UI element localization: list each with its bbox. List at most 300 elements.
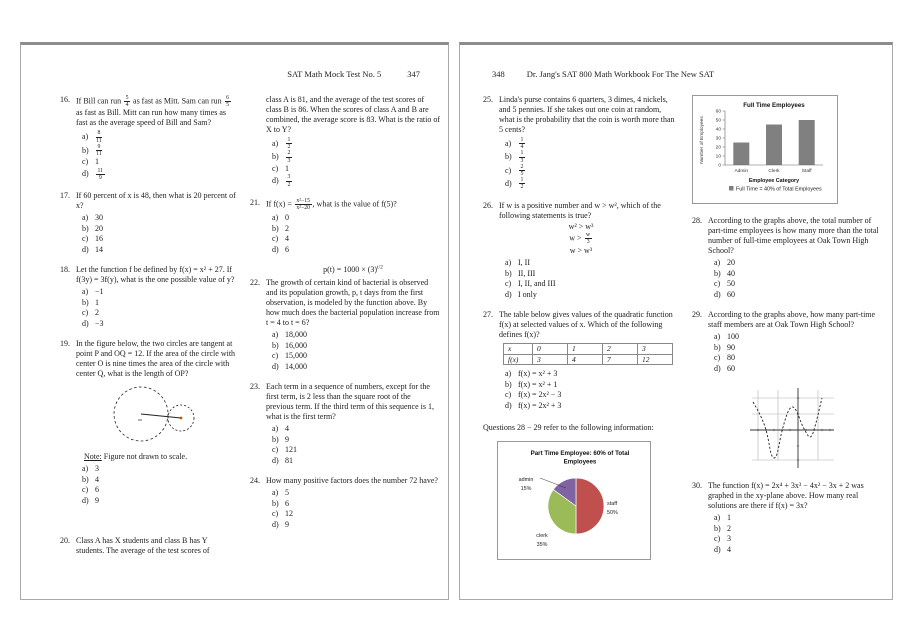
question-body [76,339,237,506]
option-label: d) [82,495,89,505]
option [714,279,884,290]
question-text: How many positive factors does the number 72 have? [266,476,438,486]
question [692,216,884,300]
option [505,177,677,190]
question-body [76,95,237,181]
question-body [708,216,884,300]
option [272,341,440,352]
svg-text:Full Time = 40% of Total Emplo: Full Time = 40% of Total Employees [736,186,822,193]
option-value: 15,000 [285,351,307,361]
svg-text:staff: staff [607,501,618,508]
option-label: c) [505,165,512,175]
question-text: If w is a positive number and w > w², which of the following statements is true? [499,200,661,220]
question-number: 20. [60,536,70,546]
option-label: b) [272,340,279,350]
svg-text:10: 10 [715,154,721,160]
question-body [266,278,440,372]
svg-text:Full Time Employees: Full Time Employees [743,102,805,109]
option [505,290,677,301]
option-label: d) [714,363,721,373]
option-label: c) [82,308,89,318]
question-text: According to the graphs above, the total number of part-time employees is how many more than the total number of full-time employees at Oak Town High School? [708,216,879,255]
option-value: 0 [285,213,289,223]
question [250,198,440,255]
options [82,287,237,329]
option-value: 2 [95,308,99,318]
option [505,258,677,269]
options [82,213,237,255]
question [250,476,440,530]
option-label: c) [505,279,512,289]
option [82,168,237,181]
statements [499,222,663,256]
option-value: −3 [95,318,104,328]
option [272,245,440,256]
option [82,287,237,298]
option [272,456,440,467]
option [714,353,884,364]
option-value: 6 [95,485,99,495]
question [692,481,884,555]
option-value: 80 [727,353,735,363]
svg-text:Employees: Employees [563,458,597,466]
option-value: 40 [727,268,735,278]
question-body [266,95,440,188]
svg-text:admin: admin [518,477,534,484]
question-body [76,191,237,255]
question-body [499,201,677,300]
option [272,234,440,245]
question [483,310,677,411]
table-cell: 2 [603,344,638,355]
option-value: 3 [727,534,731,544]
option-value: 6 [285,498,289,508]
option-label: d) [505,178,512,188]
option [505,137,677,150]
question [483,95,677,191]
question-text: If Bill can run $\frac{5}{4}$ as fast as Mitt. Sam can run $\frac{6}{5}$ as fast as Bill. Mitt can run how many times as fast as the average speed of Bill and Sam? [76,95,230,128]
right-column-1 [483,95,677,565]
question-number: 16. [60,95,70,104]
option [272,330,440,341]
option [272,509,440,520]
question-text: Let the function f be defined by f(x) = x² + 27. If f(3y) = 3f(y), what is the one possible value of y? [76,265,235,285]
svg-text:50: 50 [715,118,721,124]
question-number: 27. [483,310,493,320]
option-value: 14 [95,244,103,254]
option-value: f(x) = x² + 3 [518,369,558,379]
option-label: a) [714,513,721,523]
question-text: The function f(x) = 2x⁴ + 3x³ − 4x² − 3x + 2 was graphed in the xy-plane above. How many real solutions are there if f(x) = 3x? [708,481,864,510]
option [82,298,237,309]
question-number: 22. [250,278,260,288]
option-value: 4 [727,544,731,554]
question-number: 28. [692,216,702,225]
option-label: b) [272,434,279,444]
option-value: 90 [727,342,735,352]
option-label: b) [82,223,89,233]
option [272,520,440,531]
option-label: d) [82,244,89,254]
option [714,545,884,556]
option [82,475,237,486]
option-label: b) [714,268,721,278]
option-value: 2 [727,523,731,533]
option-value: II, III [518,268,536,278]
option [505,380,677,391]
fraction: $\frac{3}{2}$ [287,174,291,188]
svg-text:Admin: Admin [734,169,749,174]
question-text: In the figure below, the two circles are tangent at point P and OQ = 12. If the area of the circle with center O is nine times the area of the circle with center Q, what is the length of OP? [76,339,236,379]
right-header-title: Dr. Jang's SAT 800 Math Workbook For The New SAT [526,69,715,79]
option-label: d) [82,318,89,328]
right-page-header [460,69,892,79]
question [250,278,440,372]
table-cell: f(x) [504,354,533,365]
option-label: a) [272,138,279,148]
option-value: 1 [727,513,731,523]
option-value [518,150,526,163]
option-value: 16 [95,234,103,244]
option [272,213,440,224]
option-label: c) [714,353,721,363]
svg-text:Part Time Employee: 60% of Tot: Part Time Employee: 60% of Total [530,450,630,458]
option-label: a) [82,464,89,474]
statement-line: w² > w³ [568,221,594,231]
spacer [60,516,237,536]
svg-text:Employee Category: Employee Category [748,178,800,184]
question-number [250,95,266,188]
question-number: 30. [692,481,702,490]
table-cell: 0 [533,344,568,355]
question-text: Each term in a sequence of numbers, except for the first term, is 2 less than the square root of the previous term. If the third term of this sequence is 1, what is the first term? [266,382,434,422]
option-label: a) [272,424,279,434]
left-page [20,42,449,600]
question-number: 25. [483,95,493,104]
right-page [459,42,893,600]
option-label: c) [82,234,89,244]
option-value: 6 [285,244,289,254]
option-value: 18,000 [285,330,307,340]
table-cell: 12 [638,354,673,365]
option [82,496,237,507]
option-label: a) [505,369,512,379]
option-value: 4 [285,424,289,434]
question [60,339,237,506]
option-label: b) [272,223,279,233]
option [505,369,677,380]
left-page-columns [21,95,448,566]
option [82,213,237,224]
table-row [504,354,673,365]
options [272,488,440,530]
question-body [266,382,440,466]
option-value [518,177,526,190]
option-label: b) [82,297,89,307]
option-label: d) [272,455,279,465]
option-label: a) [505,258,512,268]
question [692,310,884,374]
table-cell: x [504,344,533,355]
option-label: c) [272,234,279,244]
option-label: b) [505,268,512,278]
question-text: The growth of certain kind of bacterial is observed and its population growth, p, t days from the first observation, is modeled by the function above. By how much does the bacterial population increase from t = 4 to t = 6? [266,278,440,328]
function-graph [700,384,884,477]
option [505,150,677,163]
values-table [503,343,673,365]
option [505,164,677,177]
option [82,319,237,330]
option-value: 9 [285,434,289,444]
option [272,164,440,175]
option [714,534,884,545]
option-value [95,130,103,143]
option [505,401,677,412]
option-label: a) [714,332,721,342]
right-column-2 [692,95,884,565]
option-value: −1 [95,287,104,297]
fraction: $\frac{\text{x²−15}}{\text{x²−20}}$ [296,197,311,211]
option [82,144,237,157]
option-label: c) [272,445,279,455]
option-value: 81 [285,455,293,465]
option [714,258,884,269]
option-label: d) [272,519,279,529]
right-page-number: 348 [492,69,505,79]
option [272,488,440,499]
table-cell: 1 [568,344,603,355]
table-row [504,344,673,355]
question [483,201,677,300]
question-number: 24. [250,476,260,486]
question-body [499,310,677,411]
question-body [266,476,440,530]
fraction: $\frac{2}{3}$ [287,150,291,164]
table-cell: 7 [603,354,638,365]
option-label: a) [714,258,721,268]
options [505,137,677,191]
option-value: 4 [285,234,289,244]
question-text: The table below gives values of the quadratic function f(x) at selected values of x. Which of the following defines f(x)? [499,310,673,340]
option-value: 5 [285,488,289,498]
question [60,536,237,556]
option-value [285,150,293,163]
option [505,390,677,401]
question-text: If f(x) = $\frac{\text{x²−15}}{\text{x²−20}}$ , what is the value of f(5)? [266,197,397,211]
svg-text:Clerk: Clerk [768,169,780,174]
fraction: $\frac{1}{2}$ [287,137,291,151]
table-cell: 4 [568,354,603,365]
option-value: 2 [285,223,289,233]
option-value: 60 [727,289,735,299]
option-label: d) [82,169,89,179]
option-label: d) [714,544,721,554]
option [272,137,440,150]
question-number: 21. [250,197,260,207]
question-number: 18. [60,265,70,275]
option [272,445,440,456]
option-value [95,144,103,157]
option-label: c) [82,485,89,495]
question-text: Linda's purse contains 6 quarters, 3 dimes, 4 nickels, and 5 pennies. If she takes out one coin at random, what is the probability that the coin is worth more than 5 cents? [499,95,675,134]
left-column-2 [250,95,440,566]
fraction: $\frac{11}{9}$ [97,167,104,181]
svg-text:15%: 15% [520,486,532,493]
fraction: $\frac{9}{11}$ [96,143,102,158]
option [505,269,677,280]
option-value: 30 [95,213,103,223]
question-number: 26. [483,200,493,210]
option-label: b) [714,342,721,352]
fraction: $\frac{6}{5}$ [226,95,230,109]
option-value: I only [518,289,537,299]
options [272,137,440,188]
option-value [518,137,526,150]
option [272,351,440,362]
option-label: c) [82,157,89,167]
options [272,330,440,372]
option-label: c) [714,534,721,544]
option-value [518,164,526,177]
svg-text:60: 60 [715,109,721,115]
option [714,269,884,280]
option-label: d) [272,244,279,254]
option-label: b) [505,379,512,389]
option-value: 60 [727,363,735,373]
option-value: 1 [95,297,99,307]
option-value: 12 [285,509,293,519]
pie-chart [497,441,651,560]
option [272,174,440,187]
equation: $p(t) = 1000 \times (3)^{t/2}$ [323,264,383,275]
option-value [285,137,293,150]
fraction: $\frac{2}{5}$ [520,163,524,178]
options [82,464,237,506]
option-value: 3 [95,464,99,474]
svg-text:Number of Employees: Number of Employees [700,116,705,164]
option-label: d) [272,176,279,186]
option-label: c) [272,164,279,174]
options [505,369,677,411]
option-label: d) [505,289,512,299]
option-value: f(x) = 2x² + 3 [518,400,562,410]
option [272,499,440,510]
option-value: 20 [727,258,735,268]
fraction: $\frac{1}{3}$ [520,150,524,164]
option-value: 100 [727,332,739,342]
option [714,343,884,354]
question-continuation [250,95,440,188]
option-value [285,174,293,187]
question-text: Class A has X students and class B has Y students. The average of the test scores of [76,536,210,556]
option [714,524,884,535]
statement-line: w > w³ [569,245,593,255]
option-label: b) [505,152,512,162]
bar-chart [692,95,838,204]
option-value: 4 [95,474,99,484]
option [272,224,440,235]
options [82,130,237,181]
option-value: 1 [285,164,289,174]
options [272,424,440,466]
option-label: b) [272,498,279,508]
question [60,191,237,255]
option-label: a) [82,213,89,223]
circles-figure [76,381,237,450]
options [272,213,440,255]
left-page-header [21,69,448,79]
svg-text:20: 20 [715,145,721,151]
question-number: 19. [60,339,70,349]
question-body [76,265,237,329]
svg-text:30: 30 [715,136,721,142]
option [714,513,884,524]
statement-line: w > $\frac{w}{3}$ [569,232,591,246]
option-value: 16,000 [285,340,307,350]
svg-text:Staff: Staff [801,169,812,174]
question-number: 23. [250,382,260,392]
option-value: 1 [95,157,99,167]
table-cell: 3 [533,354,568,365]
svg-text:35%: 35% [536,542,548,549]
question [60,265,237,329]
option [82,308,237,319]
pie-slice-staff [576,478,604,534]
option-label: a) [272,330,279,340]
info-text: Questions 28 − 29 refer to the following information: [483,423,654,433]
svg-text:clerk: clerk [536,533,548,540]
option-label: a) [505,138,512,148]
options [505,258,677,300]
option-label: b) [82,474,89,484]
option [714,290,884,301]
option [272,424,440,435]
option [82,464,237,475]
table-cell: 3 [638,344,673,355]
option [82,130,237,143]
fraction: $\frac{8}{11}$ [96,130,102,144]
question-number: 17. [60,191,70,201]
figure-note: Note: Figure not drawn to scale. [84,452,188,462]
option [82,224,237,235]
option [505,279,677,290]
fraction: $\frac{w}{3}$ [586,232,591,246]
question-text: According to the graphs above, how many part-time staff members are at Oak Town High School? [708,310,876,329]
question-text: If 60 percent of x is 48, then what is 20 percent of x? [76,191,236,211]
option-label: c) [714,279,721,289]
option-label: c) [272,351,279,361]
option-value: f(x) = x² + 1 [518,379,558,389]
option-label: a) [272,488,279,498]
option [82,157,237,168]
svg-text:50%: 50% [607,510,618,517]
options [714,332,884,374]
option-value: I, II [518,258,530,268]
option-value: 50 [727,279,735,289]
option-label: d) [272,361,279,371]
option [272,362,440,373]
question-body [499,95,677,191]
option-label: c) [272,509,279,519]
option-label: a) [82,132,89,142]
option-label: b) [714,523,721,533]
question-body [266,198,440,255]
fraction: $\frac{5}{4}$ [125,95,129,109]
option-value: 14,000 [285,361,307,371]
option [82,234,237,245]
option [272,150,440,163]
option-label: d) [714,289,721,299]
